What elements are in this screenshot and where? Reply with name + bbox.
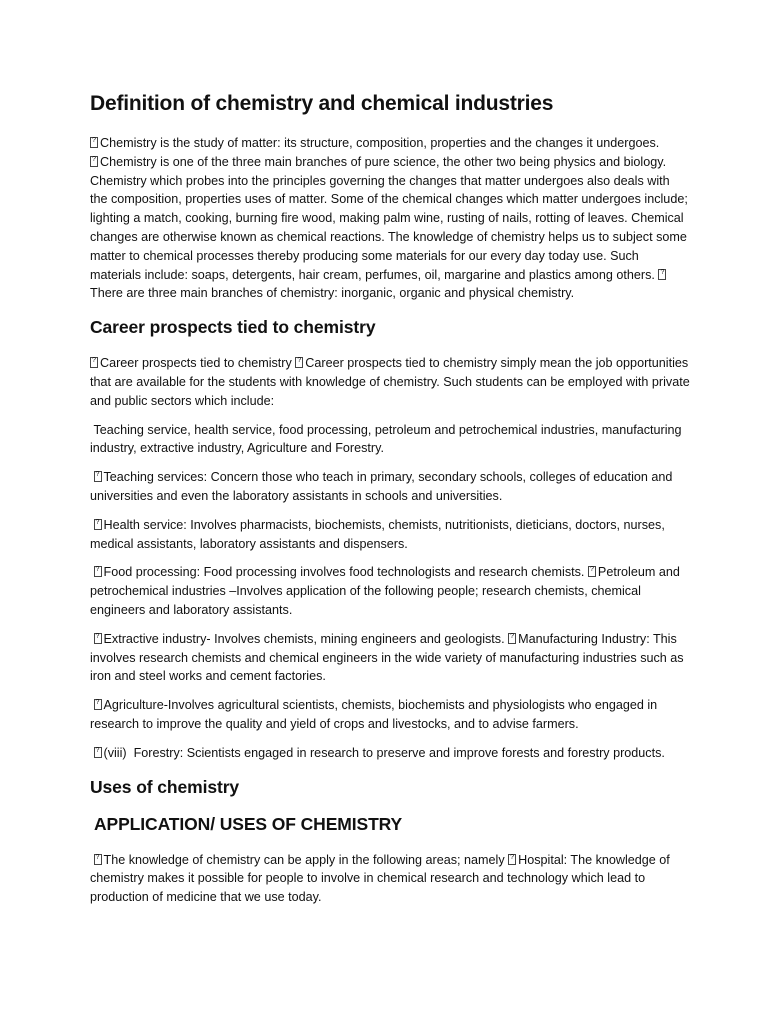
missing-glyph-icon <box>94 854 102 865</box>
health-paragraph <box>90 516 690 554</box>
forestry-number: (viii) <box>103 745 127 760</box>
missing-glyph-icon <box>658 269 666 280</box>
career-intro-text: Career prospects tied to chemistry simply mean the job opportunities that are available for the students with knowledge of chemistry. Such students can be employed with private and public sectors which include: <box>90 356 690 408</box>
forestry-text: Forestry: Scientists engaged in research to preserve and improve forests and forestry products. <box>133 745 665 760</box>
food-petroleum-paragraph <box>90 563 690 619</box>
extractive-manufacturing-paragraph <box>90 630 690 686</box>
missing-glyph-icon <box>508 854 516 865</box>
intro-paragraph <box>90 134 690 303</box>
missing-glyph-icon <box>94 699 102 710</box>
missing-glyph-icon <box>295 357 303 368</box>
extractive-text: Extractive industry- Involves chemists, mining engineers and geologists. <box>103 631 505 646</box>
missing-glyph-icon <box>90 137 98 148</box>
missing-glyph-icon <box>94 747 102 758</box>
missing-glyph-icon <box>90 357 98 368</box>
document-page <box>90 92 690 917</box>
hospital-text: Hospital: The knowledge of chemistry makes it possible for people to involve in chemical research and technology which lead to production of medicine that we use today. <box>90 852 670 905</box>
teaching-text: Teaching services: Concern those who teach in primary, secondary schools, colleges of education and universities and even the laboratory assistants in schools and universities. <box>90 470 673 503</box>
career-intro-title: Career prospects tied to chemistry <box>100 356 292 371</box>
missing-glyph-icon <box>508 633 516 644</box>
agriculture-text: Agriculture-Involves agricultural scientists, chemists, biochemists and physiologists who engaged in research to improve the quality and yield of crops and livestocks, and to advise farmers. <box>90 698 658 731</box>
intro-sentence-2: Chemistry is one of the three main branches of pure science, the other two being physics and biology. Chemistry which probes into the principles governing the changes that matter undergoes also deals with the composition, properties uses of matter. Some of the chemical changes which matter undergoes include; lighting a match, cooking, burning fire wood, making palm wine, rusting of nails, rotting of leaves. Chemical changes are otherwise known as chemical reactions. The knowledge of chemistry helps us to subject some matter to chemical processes thereby producing some materials for our every day today use. Such materials include: soaps, detergents, hair cream, perfumes, oil, margarine and plastics among others. <box>90 154 688 282</box>
missing-glyph-icon <box>94 519 102 530</box>
teaching-paragraph <box>90 468 690 506</box>
career-heading: Career prospects tied to chemistry <box>90 317 376 338</box>
career-sectors-text: Teaching service, health service, food processing, petroleum and petrochemical industries, manufacturing industry, extractive industry, Agriculture and Forestry. <box>90 422 682 456</box>
food-text: Food processing: Food processing involves food technologists and research chemists. <box>103 565 585 580</box>
petroleum-text: Petroleum and petrochemical industries –Involves application of the following people; research chemists, chemical engineers and laboratory assistants. <box>90 565 680 617</box>
missing-glyph-icon <box>90 156 98 167</box>
missing-glyph-icon <box>94 566 102 577</box>
career-intro-paragraph <box>90 354 690 410</box>
missing-glyph-icon <box>94 471 102 482</box>
missing-glyph-icon <box>588 566 596 577</box>
uses-heading: Uses of chemistry <box>90 776 240 797</box>
page-title: Definition of chemistry and chemical industries <box>90 92 554 115</box>
career-sectors-paragraph <box>90 421 690 459</box>
uses-intro-text: The knowledge of chemistry can be apply in the following areas; namely <box>103 852 505 867</box>
intro-sentence-1: Chemistry is the study of matter: its structure, composition, properties and the changes it undergoes. <box>100 136 660 150</box>
uses-subheading: APPLICATION/ USES OF CHEMISTRY <box>94 813 403 834</box>
intro-sentence-3: There are three main branches of chemistry: inorganic, organic and physical chemistry. <box>90 286 575 301</box>
manufacturing-text: Manufacturing Industry: This involves research chemists and chemical engineers in the wide variety of manufacturing industries such as iron and steel works and cement factories. <box>90 631 684 684</box>
forestry-paragraph <box>90 744 690 763</box>
missing-glyph-icon <box>94 633 102 644</box>
uses-paragraph <box>90 851 690 907</box>
health-text: Health service: Involves pharmacists, biochemists, chemists, nutritionists, dieticians, doctors, nurses, medical assistants, laboratory assistants and dispensers. <box>90 517 665 551</box>
agriculture-paragraph <box>90 696 690 734</box>
